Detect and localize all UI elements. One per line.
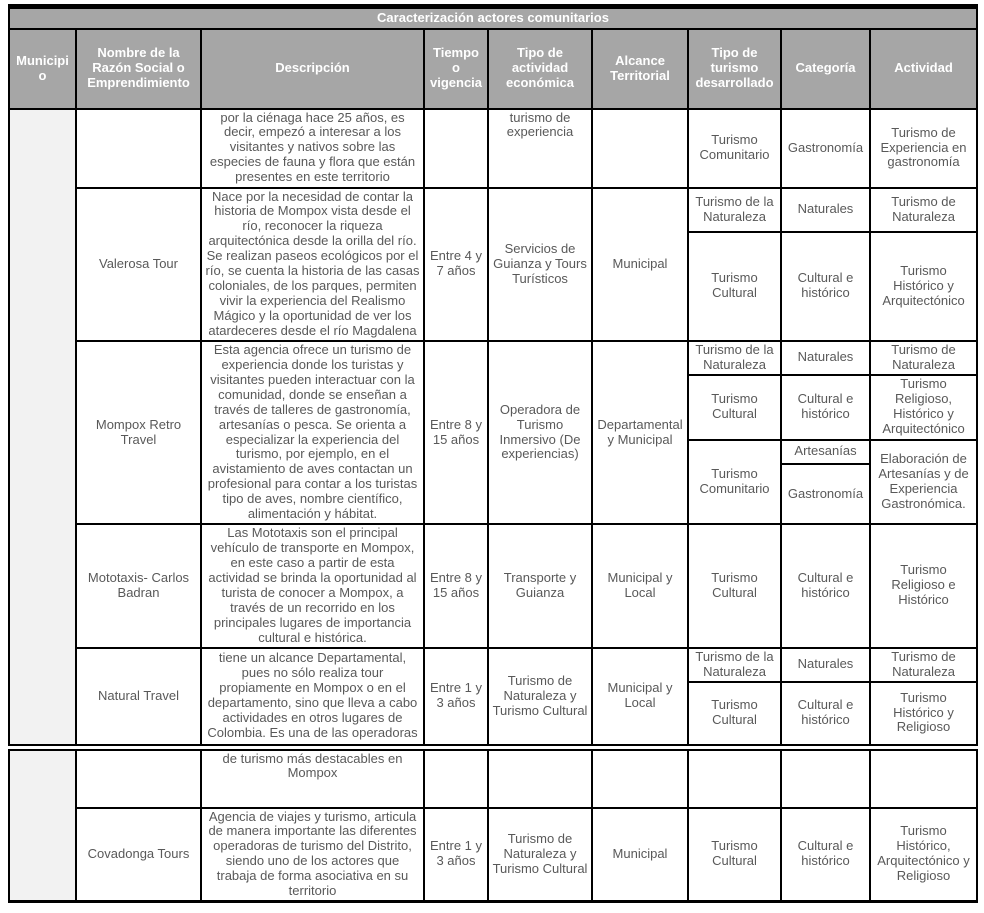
nombre-cell: Mototaxis- Carlos Badran bbox=[76, 524, 201, 648]
nombre-cell: Valerosa Tour bbox=[76, 188, 201, 341]
alcance-cell: Departamental y Municipal bbox=[592, 341, 688, 524]
actividad-cell: Turismo de Naturaleza bbox=[870, 188, 977, 232]
descripcion-cell: tiene un alcance Departamental, pues no sólo realiza tour propiamente en Mompox o en el departamento, sino que lleva a cabo actividades en otros lugares de Colombia. Es una de las operadoras bbox=[201, 648, 424, 745]
table-row bbox=[9, 109, 977, 188]
descripcion-cell: de turismo más destacables en Mompox bbox=[201, 750, 424, 808]
nombre-cell: Natural Travel bbox=[76, 648, 201, 745]
column-header-alcance: Alcance Territorial bbox=[592, 29, 688, 109]
tipo-turismo-cell: Turismo Comunitario bbox=[688, 109, 781, 188]
table-row bbox=[9, 808, 977, 902]
descripcion-cell: Nace por la necesidad de contar la historia de Mompox vista desde el río, reconocer la riqueza arquitectónica desde la orilla del río. Se realizan paseos ecológicos por el río, se cuenta la historia de las casas coloniales, de los parques, permiten vivir la experiencia del Realismo Mágico y la oportunidad de ver los atardeceres desde el río Magdalena bbox=[201, 188, 424, 341]
descripcion-cell: Esta agencia ofrece un turismo de experiencia donde los turistas y visitantes pueden interactuar con la comunidad, donde se enseñan a través de talleres de gastronomía, artesanías o pesca. Se orienta a especializar la experiencia del turismo, por ejemplo, en el avistamiento de aves contactan un profesional para contar a los turistas tipo de aves, nombre científico, alimentación y hábitat. bbox=[201, 341, 424, 524]
descripcion-cell: Agencia de viajes y turismo, articula de manera importante las diferentes operadoras de turismo del Distrito, siendo uno de los actores que trabaja de forma asociativa en su territorio bbox=[201, 808, 424, 902]
alcance-cell: Municipal bbox=[592, 808, 688, 902]
table-row bbox=[9, 750, 977, 808]
tiempo-cell: Entre 1 y 3 años bbox=[424, 648, 488, 745]
tiempo-cell bbox=[424, 750, 488, 808]
categoria-cell: Naturales bbox=[781, 188, 870, 232]
column-header-tipo-turismo: Tipo de turismo desarrollado bbox=[688, 29, 781, 109]
tipo-actividad-cell: turismo de experiencia bbox=[488, 109, 592, 188]
table-row bbox=[9, 648, 977, 682]
tipo-turismo-cell: Turismo Cultural bbox=[688, 375, 781, 440]
column-header-categoria: Categoría bbox=[781, 29, 870, 109]
categoria-cell: Gastronomía bbox=[781, 464, 870, 524]
nombre-cell bbox=[76, 109, 201, 188]
table-row bbox=[9, 341, 977, 375]
actividad-cell: Turismo Religioso e Histórico bbox=[870, 524, 977, 648]
tipo-actividad-cell: Transporte y Guianza bbox=[488, 524, 592, 648]
alcance-cell: Municipal y Local bbox=[592, 524, 688, 648]
actividad-cell: Turismo de Experiencia en gastronomía bbox=[870, 109, 977, 188]
column-header-actividad: Actividad bbox=[870, 29, 977, 109]
categoria-cell: Cultural e histórico bbox=[781, 808, 870, 902]
alcance-cell: Municipal y Local bbox=[592, 648, 688, 745]
table-title: Caracterización actores comunitarios bbox=[9, 7, 977, 29]
categoria-cell: Gastronomía bbox=[781, 109, 870, 188]
tiempo-cell: Entre 8 y 15 años bbox=[424, 341, 488, 524]
tipo-turismo-cell: Turismo de la Naturaleza bbox=[688, 188, 781, 232]
column-header-tipo-actividad: Tipo de actividad económica bbox=[488, 29, 592, 109]
tiempo-cell bbox=[424, 109, 488, 188]
alcance-cell: Municipal bbox=[592, 188, 688, 341]
actividad-cell: Turismo Histórico, Arquitectónico y Religioso bbox=[870, 808, 977, 902]
tipo-turismo-cell: Turismo Comunitario bbox=[688, 440, 781, 524]
column-header-tiempo: Tiempo o vigencia bbox=[424, 29, 488, 109]
categoria-cell bbox=[781, 750, 870, 808]
categoria-cell: Cultural e histórico bbox=[781, 682, 870, 745]
categoria-cell: Artesanías bbox=[781, 440, 870, 464]
tipo-actividad-cell: Operadora de Turismo Inmersivo (De experiencias) bbox=[488, 341, 592, 524]
tipo-turismo-cell: Turismo Cultural bbox=[688, 232, 781, 341]
tipo-turismo-cell bbox=[688, 750, 781, 808]
nombre-cell: Covadonga Tours bbox=[76, 808, 201, 902]
nombre-cell: Mompox Retro Travel bbox=[76, 341, 201, 524]
tipo-turismo-cell: Turismo Cultural bbox=[688, 682, 781, 745]
tipo-turismo-cell: Turismo de la Naturaleza bbox=[688, 341, 781, 375]
table-header-row bbox=[9, 29, 977, 109]
tipo-actividad-cell bbox=[488, 750, 592, 808]
tiempo-cell: Entre 8 y 15 años bbox=[424, 524, 488, 648]
alcance-cell bbox=[592, 750, 688, 808]
categoria-cell: Naturales bbox=[781, 341, 870, 375]
table-row bbox=[9, 524, 977, 648]
descripcion-cell: por la ciénaga hace 25 años, es decir, empezó a interesar a los visitantes y nativos sobre las especies de fauna y flora que están presentes en este territorio bbox=[201, 109, 424, 188]
column-header-nombre: Nombre de la Razón Social o Emprendimiento bbox=[76, 29, 201, 109]
tipo-turismo-cell: Turismo de la Naturaleza bbox=[688, 648, 781, 682]
column-header-descripcion: Descripción bbox=[201, 29, 424, 109]
categoria-cell: Naturales bbox=[781, 648, 870, 682]
categoria-cell: Cultural e histórico bbox=[781, 524, 870, 648]
municipio-cell bbox=[9, 109, 76, 745]
alcance-cell bbox=[592, 109, 688, 188]
table-row bbox=[9, 188, 977, 232]
descripcion-cell: Las Mototaxis son el principal vehículo de transporte en Mompox, en este caso a partir de esta actividad se brinda la oportunidad al turista de conocer a Mompox, a través de un recorrido en los principales lugares de importancia cultural e histórica. bbox=[201, 524, 424, 648]
actividad-cell bbox=[870, 750, 977, 808]
table-title-row bbox=[9, 7, 977, 29]
tipo-actividad-cell: Servicios de Guianza y Tours Turísticos bbox=[488, 188, 592, 341]
categoria-cell: Cultural e histórico bbox=[781, 232, 870, 341]
categoria-cell: Cultural e histórico bbox=[781, 375, 870, 440]
tipo-actividad-cell: Turismo de Naturaleza y Turismo Cultural bbox=[488, 648, 592, 745]
actividad-cell: Turismo de Naturaleza bbox=[870, 341, 977, 375]
tipo-turismo-cell: Turismo Cultural bbox=[688, 524, 781, 648]
tiempo-cell: Entre 4 y 7 años bbox=[424, 188, 488, 341]
caracterizacion-table bbox=[8, 4, 978, 746]
tiempo-cell: Entre 1 y 3 años bbox=[424, 808, 488, 902]
actividad-cell: Turismo Religioso, Histórico y Arquitectónico bbox=[870, 375, 977, 440]
column-header-municipio: Municipio bbox=[9, 29, 76, 109]
tipo-actividad-cell: Turismo de Naturaleza y Turismo Cultural bbox=[488, 808, 592, 902]
municipio-cell bbox=[9, 750, 76, 902]
nombre-cell bbox=[76, 750, 201, 808]
actividad-cell: Turismo de Naturaleza bbox=[870, 648, 977, 682]
tipo-turismo-cell: Turismo Cultural bbox=[688, 808, 781, 902]
actividad-cell: Elaboración de Artesanías y de Experiencia Gastronómica. bbox=[870, 440, 977, 524]
caracterizacion-table-continued bbox=[8, 749, 978, 904]
actividad-cell: Turismo Histórico y Religioso bbox=[870, 682, 977, 745]
actividad-cell: Turismo Histórico y Arquitectónico bbox=[870, 232, 977, 341]
